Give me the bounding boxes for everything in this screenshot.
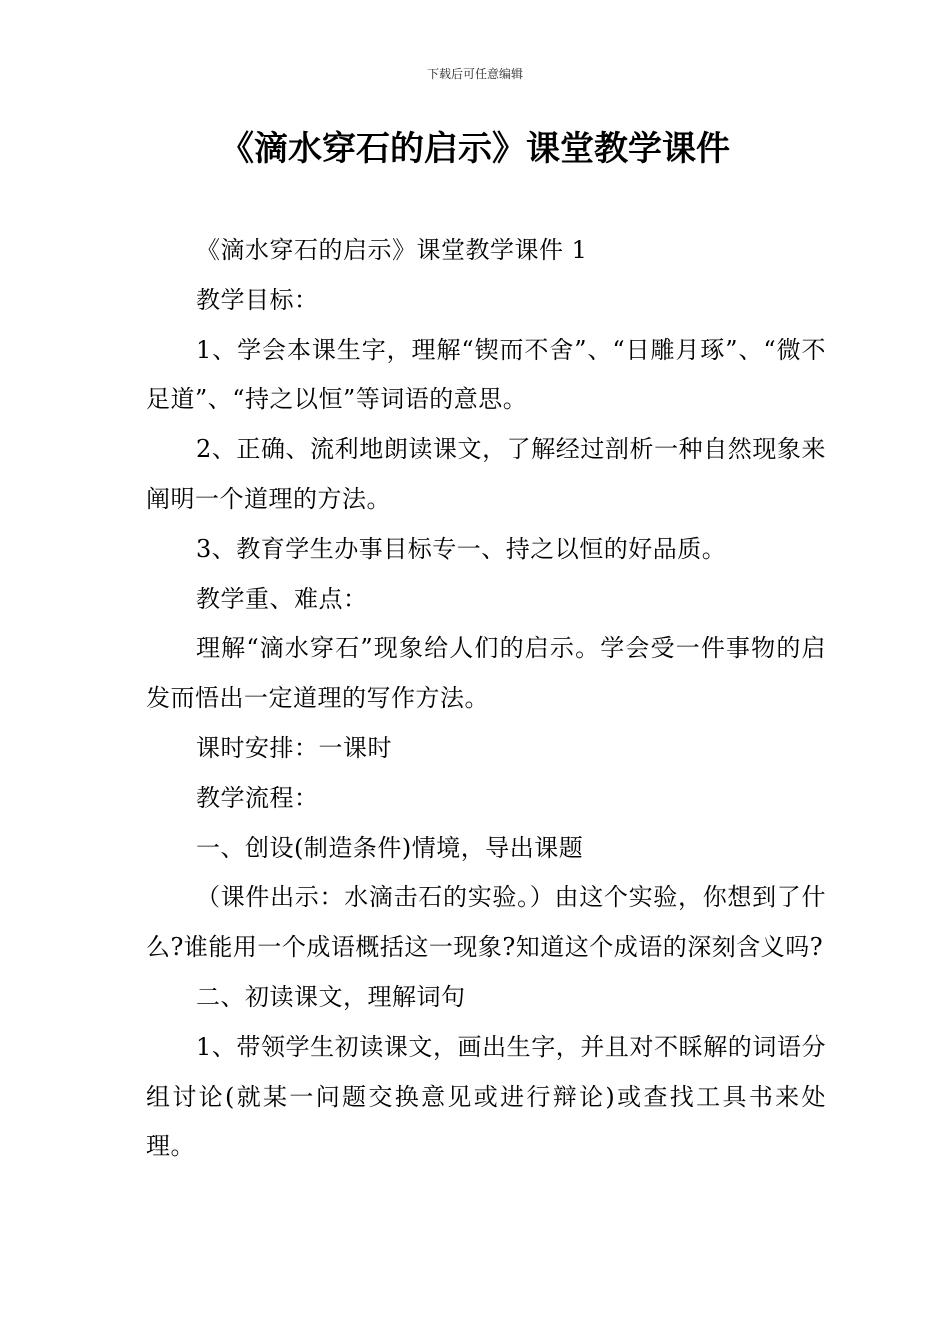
paragraph-step-1-heading: 一、创设(制造条件)情境，导出课题 (196, 833, 584, 862)
header-note: 下载后可任意编辑 (426, 67, 523, 81)
paragraph-key-points: 理解“滴水穿石”现象给人们的启示。学会受一件事物的启发而悟出一定道理的写作方法。 (146, 634, 826, 713)
paragraph-objective-1: 1、学会本课生字，理解“锲而不舍”、“日雕月琢”、“微不足道”、“持之以恒”等词语的意思。 (146, 335, 826, 414)
paragraph-subtitle: 《滴水穿石的启示》课堂教学课件 1 (196, 236, 588, 264)
paragraph-objective-2: 2、正确、流利地朗读课文，了解经过剖析一种自然现象来阐明一个道理的方法。 (146, 435, 826, 513)
paragraph-step-2-body: 1、带领学生初读课文，画出生字，并且对不睬解的词语分组讨论(就某一问题交换意见或进行辩论)或查找工具书来处理。 (146, 1032, 826, 1161)
document-title: 《滴水穿石的启示》课堂教学课件 (220, 129, 730, 169)
paragraph-schedule: 课时安排：一课时 (196, 733, 392, 762)
paragraph-step-1-body: （课件出示：水滴击石的实验。）由这个实验，你想到了什么?谁能用一个成语概括这一现象?知道这个成语的深刻含义吗? (146, 883, 826, 962)
paragraph-step-2-heading: 二、初读课文，理解词句 (196, 982, 466, 1011)
paragraph-key-points-heading: 教学重、难点： (196, 584, 368, 613)
paragraph-objectives-heading: 教学目标： (196, 285, 319, 314)
paragraph-objective-3: 3、教育学生办事目标专一、持之以恒的好品质。 (196, 534, 727, 563)
paragraph-process-heading: 教学流程： (196, 783, 319, 812)
document-body (146, 226, 826, 1172)
